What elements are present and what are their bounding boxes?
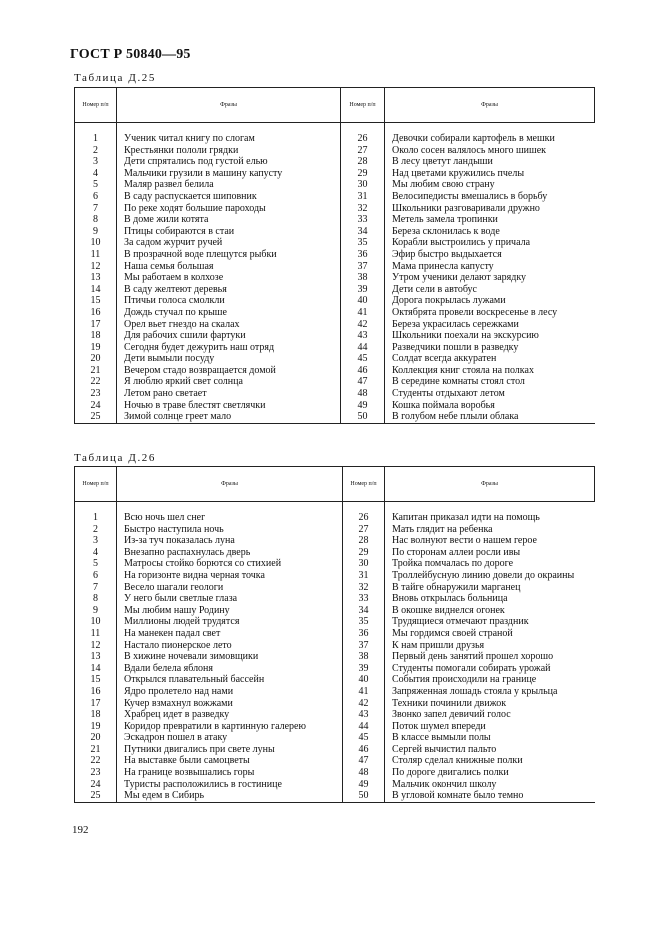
row-number: 39 [343,663,385,675]
row-number: 4 [75,168,117,180]
col-header-number: Номер п/п [343,467,385,502]
phrase-cell: В середине комнаты стоял стол [392,376,525,388]
table-d25 [74,87,595,424]
phrase-cell: Дети сели в автобус [392,283,477,295]
phrase-cell: Кошка поймала воробья [392,399,495,411]
row-number: 6 [75,570,117,582]
table-row [75,721,595,733]
table-row [75,226,595,238]
row-number: 23 [75,388,117,400]
phrase-cell: За садом журчит ручей [124,237,223,249]
table-row [75,674,595,686]
row-number: 20 [75,732,117,744]
row-number: 16 [75,686,117,698]
col-header-phrases: Фразы [385,88,595,123]
table-row [75,272,595,284]
row-number: 12 [75,261,117,273]
table-row [75,156,595,168]
phrase-cell: Мы любим нашу Родину [124,604,230,616]
row-number: 45 [341,353,385,365]
row-number: 35 [343,616,385,628]
phrase-cell: Храбрец идет в разведку [124,709,230,721]
phrase-cell: Для рабочих сшили фартуки [124,330,246,342]
table-row [75,330,595,342]
row-number: 7 [75,582,117,594]
table-row [75,524,595,536]
phrase-cell: Вдали белела яблоня [124,662,214,674]
table-row [75,512,595,524]
phrase-cell: Мама принесла капусту [392,260,494,272]
phrase-cell: Ночью в траве блестят светлячки [124,399,266,411]
phrase-cell: Студенты отдыхают летом [392,388,505,400]
row-number: 46 [343,744,385,756]
phrase-cell: Поток шумел впереди [392,720,486,732]
row-number: 48 [343,767,385,779]
table-row [75,400,595,412]
table-row [75,698,595,710]
table-row [75,535,595,547]
row-number: 30 [343,558,385,570]
table-row [75,261,595,273]
row-number: 41 [341,307,385,319]
table-row [75,168,595,180]
table-row [75,249,595,261]
phrase-cell: Береза склонилась к воде [392,225,500,237]
table-row [75,640,595,652]
row-number: 48 [341,388,385,400]
table-d25-caption: Таблица Д.25 [74,72,156,84]
row-number: 9 [75,226,117,238]
table-row [75,744,595,756]
row-number: 25 [75,411,117,423]
row-number: 33 [341,214,385,226]
table-row [75,616,595,628]
row-number: 5 [75,558,117,570]
row-number: 14 [75,663,117,675]
phrase-cell: Мы работаем в колхозе [124,272,224,284]
phrase-cell: Дорога покрылась лужами [392,295,506,307]
phrase-cell: Зимой солнце греет мало [117,411,341,423]
phrase-cell: Метель замела тропинки [392,214,498,226]
row-number: 38 [341,272,385,284]
row-number: 29 [341,168,385,180]
table-row [75,388,595,400]
row-number: 37 [343,640,385,652]
row-number: 40 [343,674,385,686]
row-number: 25 [75,790,117,802]
phrase-cell: Звонко запел девичий голос [392,709,511,721]
row-number: 30 [341,179,385,191]
col-header-phrases: Фразы [117,88,341,123]
phrase-cell: Утром ученики делают зарядку [392,272,527,284]
phrase-cell: Туристы расположились в гостинице [124,778,282,790]
phrase-cell: На выставке были самоцветы [124,755,250,767]
phrase-cell: Студенты помогали собирать урожай [392,662,551,674]
table-d26-caption: Таблица Д.26 [74,452,156,464]
phrase-cell: Солдат всегда аккуратен [392,353,497,365]
col-header-phrases: Фразы [385,467,595,502]
phrase-cell: Школьники поехали на экскурсию [392,330,539,342]
page-header: ГОСТ Р 50840—95 [70,47,191,62]
phrase-cell: В голубом небе плыли облака [385,411,595,423]
row-number: 32 [341,203,385,215]
phrase-cell: Я люблю яркий свет солнца [124,376,243,388]
table-row [75,605,595,617]
row-number: 2 [75,145,117,157]
table-row [75,582,595,594]
row-number: 32 [343,582,385,594]
phrase-cell: Настало пионерское лето [124,639,232,651]
phrase-cell: Разведчики пошли в разведку [392,341,519,353]
row-number: 21 [75,365,117,377]
table-row [75,628,595,640]
phrase-cell: Корабли выстроились у причала [392,237,531,249]
phrase-cell: В окошке виднелся огонек [392,604,505,616]
phrase-cell: Крестьянки пололи грядки [124,144,239,156]
phrase-cell: Береза украсилась сережками [392,318,519,330]
phrase-cell: Мальчики грузили в машину капусту [124,167,283,179]
phrase-cell: Дети спрятались под густой елью [124,156,268,168]
phrase-cell: Тройка помчалась по дороге [392,558,514,570]
table-d26 [74,466,595,803]
phrase-cell: Дети вымыли посуду [124,353,215,365]
row-number: 44 [341,342,385,354]
phrase-cell: Первый день занятий прошел хорошо [392,651,554,663]
table-row [75,214,595,226]
row-number: 14 [75,284,117,296]
phrase-cell: Маляр развел белила [124,179,214,191]
row-number: 19 [75,721,117,733]
phrase-cell: На горизонте видна черная точка [124,569,265,581]
phrase-cell: К нам пришли друзья [392,639,485,651]
row-number: 24 [75,400,117,412]
row-number: 33 [343,593,385,605]
phrase-cell: Девочки собирали картофель в мешки [392,133,555,144]
table-row [75,593,595,605]
phrase-cell: По сторонам аллеи росли ивы [392,546,521,558]
table-row [75,342,595,354]
row-number: 31 [341,191,385,203]
row-number: 26 [343,512,385,524]
phrase-cell: Птичьи голоса смолкли [124,295,225,307]
phrase-cell: Миллионы людей трудятся [124,616,240,628]
table-row [75,709,595,721]
row-number: 37 [341,261,385,273]
table-row [75,145,595,157]
row-number: 28 [341,156,385,168]
row-number: 17 [75,319,117,331]
page-number: 192 [72,824,89,836]
row-number: 18 [75,709,117,721]
phrase-cell: Орел вьет гнездо на скалах [124,318,240,330]
row-number: 34 [343,605,385,617]
row-number: 38 [343,651,385,663]
col-header-number: Номер п/п [75,467,117,502]
phrase-cell: Коридор превратили в картинную галерею [124,720,306,732]
phrase-cell: Эскадрон пошел в атаку [124,732,228,744]
phrase-cell: Путники двигались при свете луны [124,743,275,755]
phrase-cell: Мы любим свою страну [392,179,495,191]
phrase-cell: Октябрята провели воскресенье в лесу [392,306,558,318]
row-number: 15 [75,674,117,686]
row-number: 34 [341,226,385,238]
col-header-number: Номер п/п [75,88,117,123]
phrase-cell: Мальчик окончил школу [392,778,497,790]
table-row [75,307,595,319]
phrase-cell: Нас волнуют вести о нашем герое [392,535,537,547]
row-number: 21 [75,744,117,756]
table-row [75,547,595,559]
phrase-cell: Птицы собираются в стаи [124,225,235,237]
row-number: 50 [341,411,385,423]
table-row [75,663,595,675]
table-row [75,133,595,145]
phrase-cell: Весело шагали геологи [124,581,224,593]
table-row [75,295,595,307]
phrase-cell: Сергей вычистил пальто [392,743,497,755]
table-row [75,570,595,582]
row-number: 28 [343,535,385,547]
phrase-cell: Ядро пролетело над нами [124,685,234,697]
phrase-cell: Капитан приказал идти на помощь [392,512,540,523]
phrase-cell: Около сосен валялось много шишек [392,144,546,156]
row-number: 8 [75,593,117,605]
phrase-cell: Матросы стойко борются со стихией [124,558,282,570]
phrase-cell: В лесу цветут ландыши [392,156,493,168]
row-number: 1 [75,512,117,524]
row-number: 44 [343,721,385,733]
row-number: 8 [75,214,117,226]
phrase-cell: Запряженная лошадь стояла у крыльца [392,685,558,697]
row-number: 22 [75,755,117,767]
row-number: 4 [75,547,117,559]
table-row [75,411,595,423]
table-row [75,732,595,744]
phrase-cell: В тайге обнаружили марганец [392,581,521,593]
phrase-cell: В угловой комнате было темно [385,790,595,802]
row-number: 49 [343,779,385,791]
phrase-cell: Мы гордимся своей страной [392,627,513,639]
row-number: 36 [343,628,385,640]
row-number: 20 [75,353,117,365]
phrase-cell: Эфир быстро выдыхается [392,248,502,260]
table-row [75,651,595,663]
phrase-cell: Велосипедисты вмешались в борьбу [392,190,548,202]
row-number: 12 [75,640,117,652]
row-number: 1 [75,133,117,145]
row-number: 13 [75,651,117,663]
phrase-cell: На манекен падал свет [124,627,221,639]
phrase-cell: Дождь стучал по крыше [124,306,227,318]
row-number: 39 [341,284,385,296]
row-number: 47 [343,755,385,767]
row-number: 18 [75,330,117,342]
phrase-cell: Ученик читал книгу по слогам [124,133,255,144]
table-row [75,686,595,698]
phrase-cell: Наша семья большая [124,260,214,272]
row-number: 11 [75,628,117,640]
col-header-phrases: Фразы [117,467,343,502]
row-number: 10 [75,237,117,249]
phrase-cell: Коллекция книг стояла на полках [392,364,534,376]
phrase-cell: Мы едем в Сибирь [117,790,343,802]
phrase-cell: События происходили на границе [392,674,537,686]
phrase-cell: Быстро наступила ночь [124,523,224,535]
table-row [75,365,595,377]
row-number: 10 [75,616,117,628]
row-number: 24 [75,779,117,791]
phrase-cell: Трудящиеся отмечают праздник [392,616,529,628]
phrase-cell: Техники починили движок [392,697,507,709]
phrase-cell: Столяр сделал книжные полки [392,755,523,767]
table-row [75,319,595,331]
phrase-cell: Всю ночь шел снег [124,512,206,523]
row-number: 3 [75,535,117,547]
row-number: 31 [343,570,385,582]
col-header-number: Номер п/п [341,88,385,123]
row-number: 40 [341,295,385,307]
table-row [75,767,595,779]
table-row [75,203,595,215]
row-number: 2 [75,524,117,536]
row-number: 17 [75,698,117,710]
row-number: 11 [75,249,117,261]
row-number: 41 [343,686,385,698]
phrase-cell: Школьники разговаривали дружно [392,202,540,214]
row-number: 3 [75,156,117,168]
table-row [75,237,595,249]
row-number: 27 [343,524,385,536]
row-number: 22 [75,376,117,388]
table-row [75,191,595,203]
table-row [75,284,595,296]
phrase-cell: Летом рано светает [124,388,207,400]
phrase-cell: В доме жили котята [124,214,209,226]
row-number: 23 [75,767,117,779]
phrase-cell: Вечером стадо возвращается домой [124,364,276,376]
table-row [75,376,595,388]
row-number: 15 [75,295,117,307]
phrase-cell: По дороге двигались полки [392,767,509,779]
table-row [75,755,595,767]
row-number: 45 [343,732,385,744]
row-number: 42 [343,698,385,710]
phrase-cell: Сегодня будет дежурить наш отряд [124,341,275,353]
spacer-row [75,502,595,513]
phrase-cell: По реке ходят большие пароходы [124,202,266,214]
row-number: 7 [75,203,117,215]
row-number: 42 [341,319,385,331]
phrase-cell: В классе вымыли полы [392,732,491,744]
phrase-cell: Троллейбусную линию довели до окраины [392,569,575,581]
row-number: 26 [341,133,385,145]
table-row [75,179,595,191]
phrase-cell: Внезапно распахнулась дверь [124,546,251,558]
row-number: 5 [75,179,117,191]
table-row [75,790,595,802]
row-number: 6 [75,191,117,203]
row-number: 43 [343,709,385,721]
table-row [75,558,595,570]
row-number: 27 [341,145,385,157]
row-number: 36 [341,249,385,261]
table-row [75,779,595,791]
row-number: 43 [341,330,385,342]
row-number: 19 [75,342,117,354]
phrase-cell: В саду распускается шиповник [124,190,257,202]
row-number: 46 [341,365,385,377]
row-number: 47 [341,376,385,388]
row-number: 16 [75,307,117,319]
phrase-cell: Открылся плавательный бассейн [124,674,265,686]
phrase-cell: Над цветами кружились пчелы [392,167,525,179]
phrase-cell: В хижине ночевали зимовщики [124,651,259,663]
table-row [75,353,595,365]
row-number: 50 [343,790,385,802]
row-number: 9 [75,605,117,617]
phrase-cell: В саду желтеют деревья [124,283,227,295]
phrase-cell: Кучер взмахнул вожжами [124,697,233,709]
row-number: 49 [341,400,385,412]
row-number: 13 [75,272,117,284]
spacer-row [75,123,595,134]
phrase-cell: На границе возвышались горы [124,767,255,779]
phrase-cell: В прозрачной воде плещутся рыбки [124,248,277,260]
row-number: 35 [341,237,385,249]
phrase-cell: У него были светлые глаза [124,593,238,605]
phrase-cell: Мать глядит на ребенка [392,523,493,535]
row-number: 29 [343,547,385,559]
phrase-cell: Вновь открылась больница [392,593,508,605]
phrase-cell: Из-за туч показалась луна [124,535,235,547]
